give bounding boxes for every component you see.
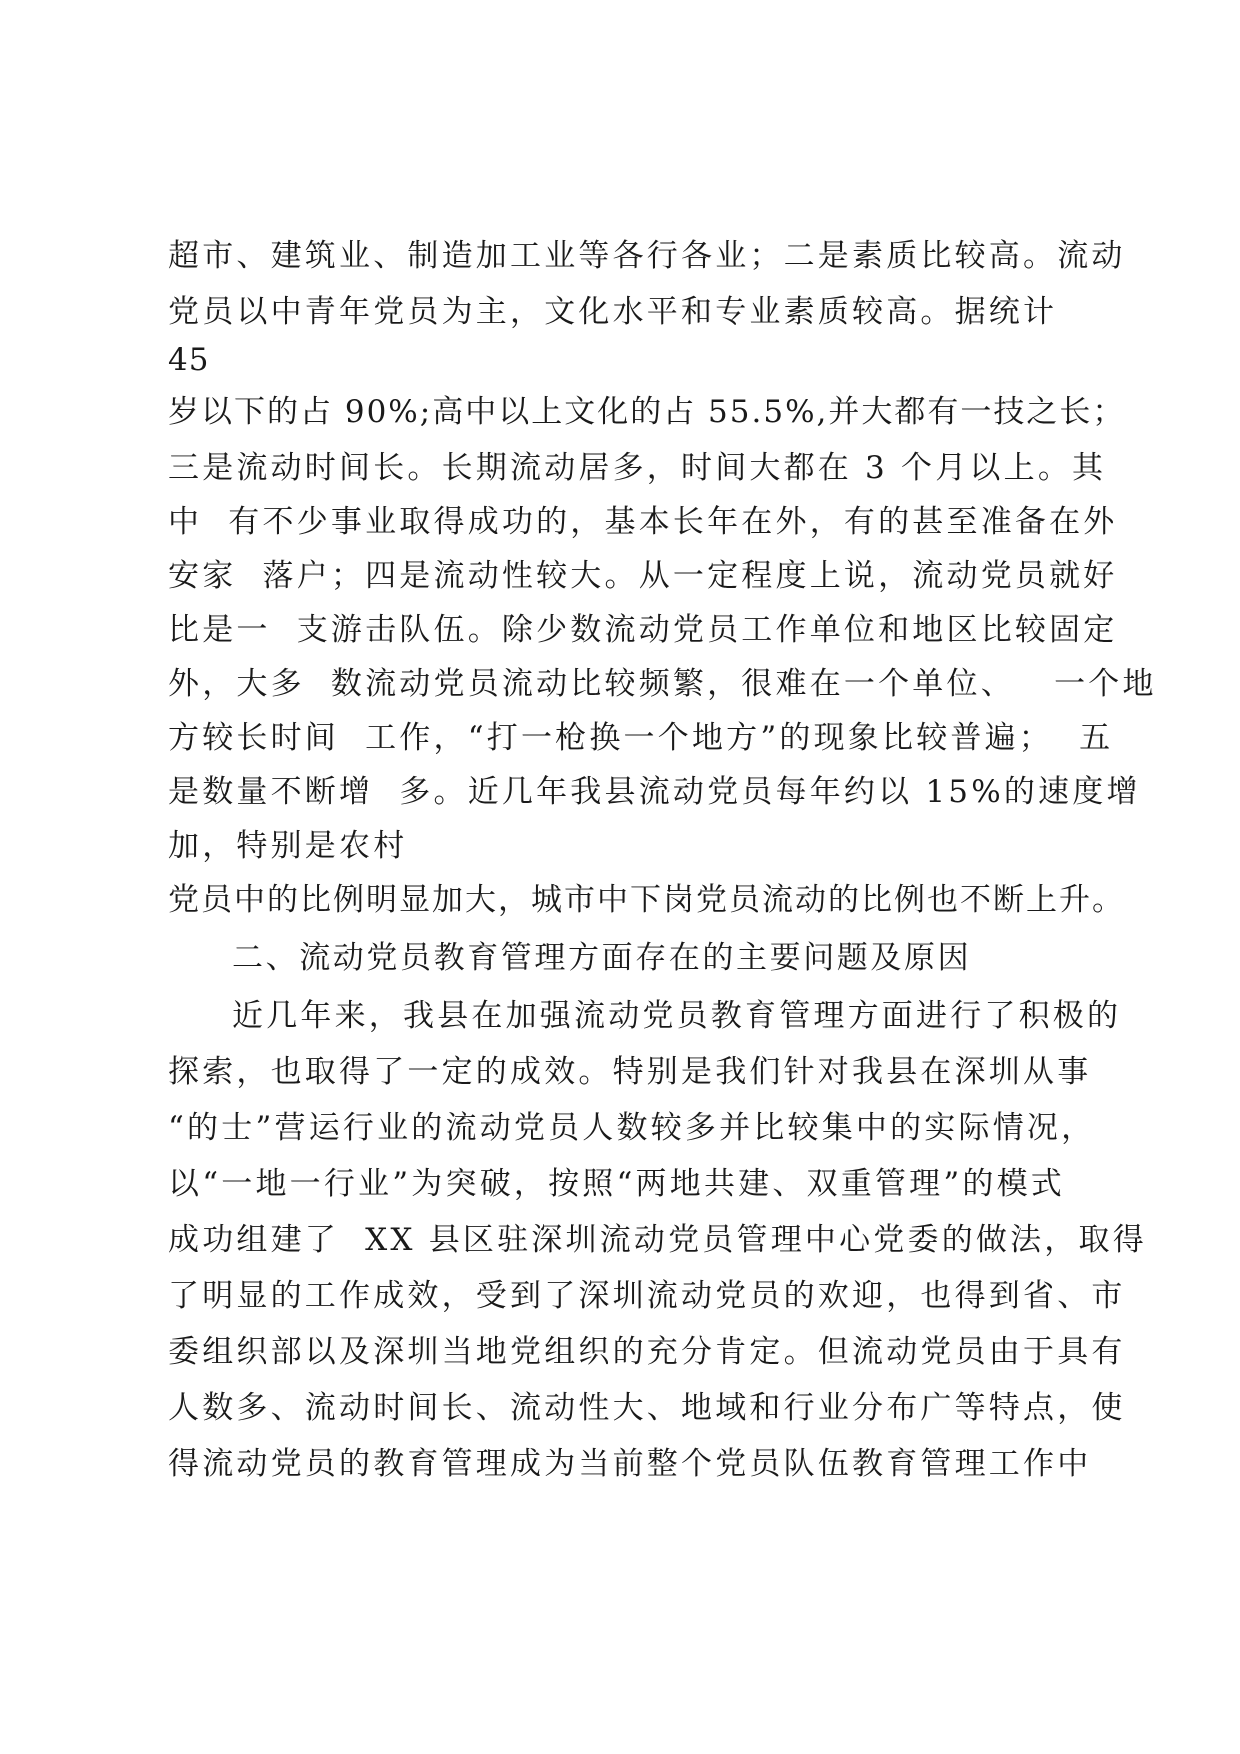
text-line: 以“一地一行业”为突破，按照“两地共建、双重管理”的模式 [168, 1166, 1065, 1202]
text-line: 人数多、流动时间长、流动性大、地域和行业分布广等特点，使 [168, 1390, 1126, 1426]
text-line: 安家 落户；四是流动性较大。从一定程度上说，流动党员就好 [168, 558, 1118, 594]
text-line: 加，特别是农村 [168, 828, 408, 864]
text-line: 了明显的工作成效，受到了深圳流动党员的欢迎，也得到省、市 [168, 1278, 1126, 1314]
text-line: 委组织部以及深圳当地党组织的充分肯定。但流动党员由于具有 [168, 1334, 1126, 1370]
text-line: “的士”营运行业的流动党员人数较多并比较集中的实际情况， [168, 1110, 1096, 1146]
text-line: 超市、建筑业、制造加工业等各行各业；二是素质比较高。流动 [168, 238, 1126, 274]
text-line: 外，大多 数流动党员流动比较频繁，很难在一个单位、 一个地 [168, 666, 1157, 702]
text-line: 得流动党员的教育管理成为当前整个党员队伍教育管理工作中 [168, 1446, 1092, 1482]
text-line: 党员中的比例明显加大，城市中下岗党员流动的比例也不断上升。 [168, 882, 1125, 918]
section-heading: 二、流动党员教育管理方面存在的主要问题及原因 [232, 940, 972, 976]
text-line: 比是一 支游击队伍。除少数流动党员工作单位和地区比较固定 [168, 612, 1118, 648]
text-line: 45 [168, 342, 210, 378]
text-line: 探索，也取得了一定的成效。特别是我们针对我县在深圳从事 [168, 1054, 1092, 1090]
text-line: 党员以中青年党员为主，文化水平和专业素质较高。据统计 [168, 294, 1058, 330]
text-line: 成功组建了 XX 县区驻深圳流动党员管理中心党委的做法，取得 [168, 1222, 1147, 1258]
text-line: 三是流动时间长。长期流动居多，时间大都在 3 个月以上。其 [168, 450, 1107, 486]
text-line: 近几年来，我县在加强流动党员教育管理方面进行了积极的 [232, 998, 1122, 1034]
text-line: 岁以下的占 90%;高中以上文化的占 55.5%,并大都有一技之长； [168, 394, 1126, 430]
text-line: 是数量不断增 多。近几年我县流动党员每年约以 15%的速度增 [168, 774, 1141, 810]
text-line: 方较长时间 工作，“打一枪换一个地方”的现象比较普遍； 五 [168, 720, 1114, 756]
text-line: 中 有不少事业取得成功的，基本长年在外，有的甚至准备在外 [168, 504, 1118, 540]
